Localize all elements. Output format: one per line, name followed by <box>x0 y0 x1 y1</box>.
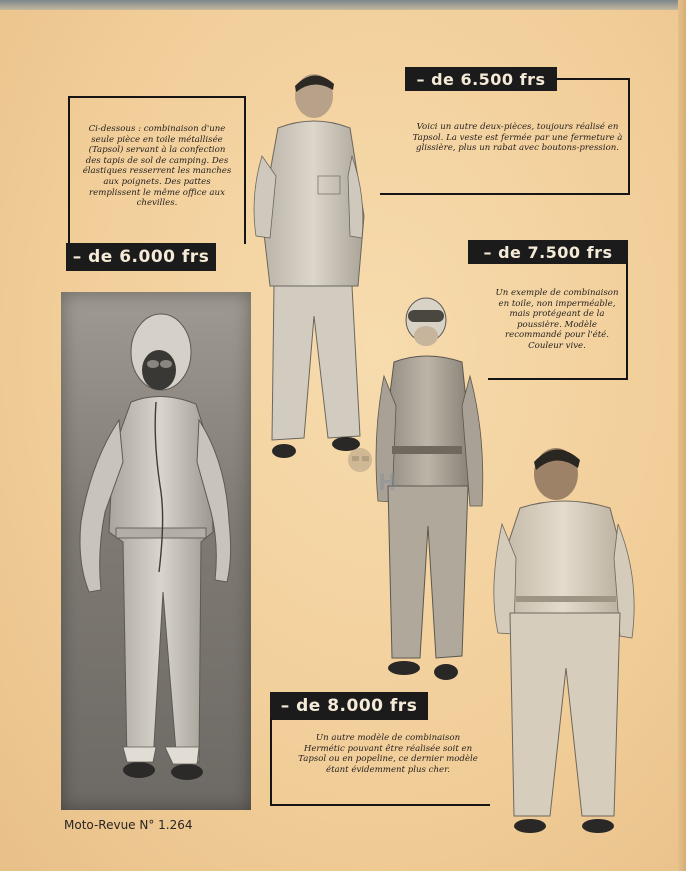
page-footer: Moto-Revue N° 1.264 <box>64 818 193 832</box>
caption-1-text: Ci-dessous : combinaison d'une seule pièce en toile métallisée (Tapsol) servant à la confection des tapis de sol de camping. Des élastiques resserrent les manches aux poignets. Des pattes remplissent le même office aux chevilles. <box>82 124 232 209</box>
caption-box-4-left-border <box>270 718 272 806</box>
light-coverall-illustration <box>486 438 644 838</box>
price-label-6500: – de 6.500 frs <box>405 67 557 91</box>
price-label-8000: – de 8.000 frs <box>270 692 428 720</box>
page-top-strip <box>0 0 686 10</box>
caption-4-text: Un autre modèle de combinaison Hermétic pouvant être réalisée soit en Tapsol ou en popeline, ce dernier modèle étant évidemment plus cher. <box>298 733 478 775</box>
page-right-edge <box>678 0 686 871</box>
price-label-7500: – de 7.500 frs <box>468 240 628 264</box>
caption-3-text: Un exemple de combinaison en toile, non imperméable, mais protégeant de la poussière. Modèle recommandé pour l'été. Couleur vive. <box>495 288 619 351</box>
man-with-glasses-watermark-icon <box>342 438 412 498</box>
caption-box-3-right-border <box>626 262 628 380</box>
caption-box-1-left-border <box>68 96 70 244</box>
two-piece-suit-illustration <box>248 66 378 466</box>
caption-box-1-right-border <box>244 96 246 244</box>
caption-box-3-bottom-border <box>488 378 628 380</box>
caption-2-text: Voici un autre deux-pièces, toujours réalisé en Tapsol. La veste est fermée par une fermeture à glissière, plus un rabat avec boutons-pression. <box>412 122 623 154</box>
caption-box-2-right-border <box>628 78 630 195</box>
svg-text:H: H <box>378 471 397 496</box>
photo-two-piece-suit <box>248 66 378 466</box>
hooded-suit-illustration <box>61 292 251 810</box>
caption-box-4-bottom-border <box>270 804 490 806</box>
caption-box-1-top-border <box>68 96 246 98</box>
caption-box-2-bottom-border <box>380 193 630 195</box>
caption-box-2-top-border <box>556 78 630 80</box>
price-label-6000: – de 6.000 frs <box>66 243 216 271</box>
photo-light-coverall <box>486 438 644 838</box>
photo-hooded-suit <box>61 292 251 810</box>
